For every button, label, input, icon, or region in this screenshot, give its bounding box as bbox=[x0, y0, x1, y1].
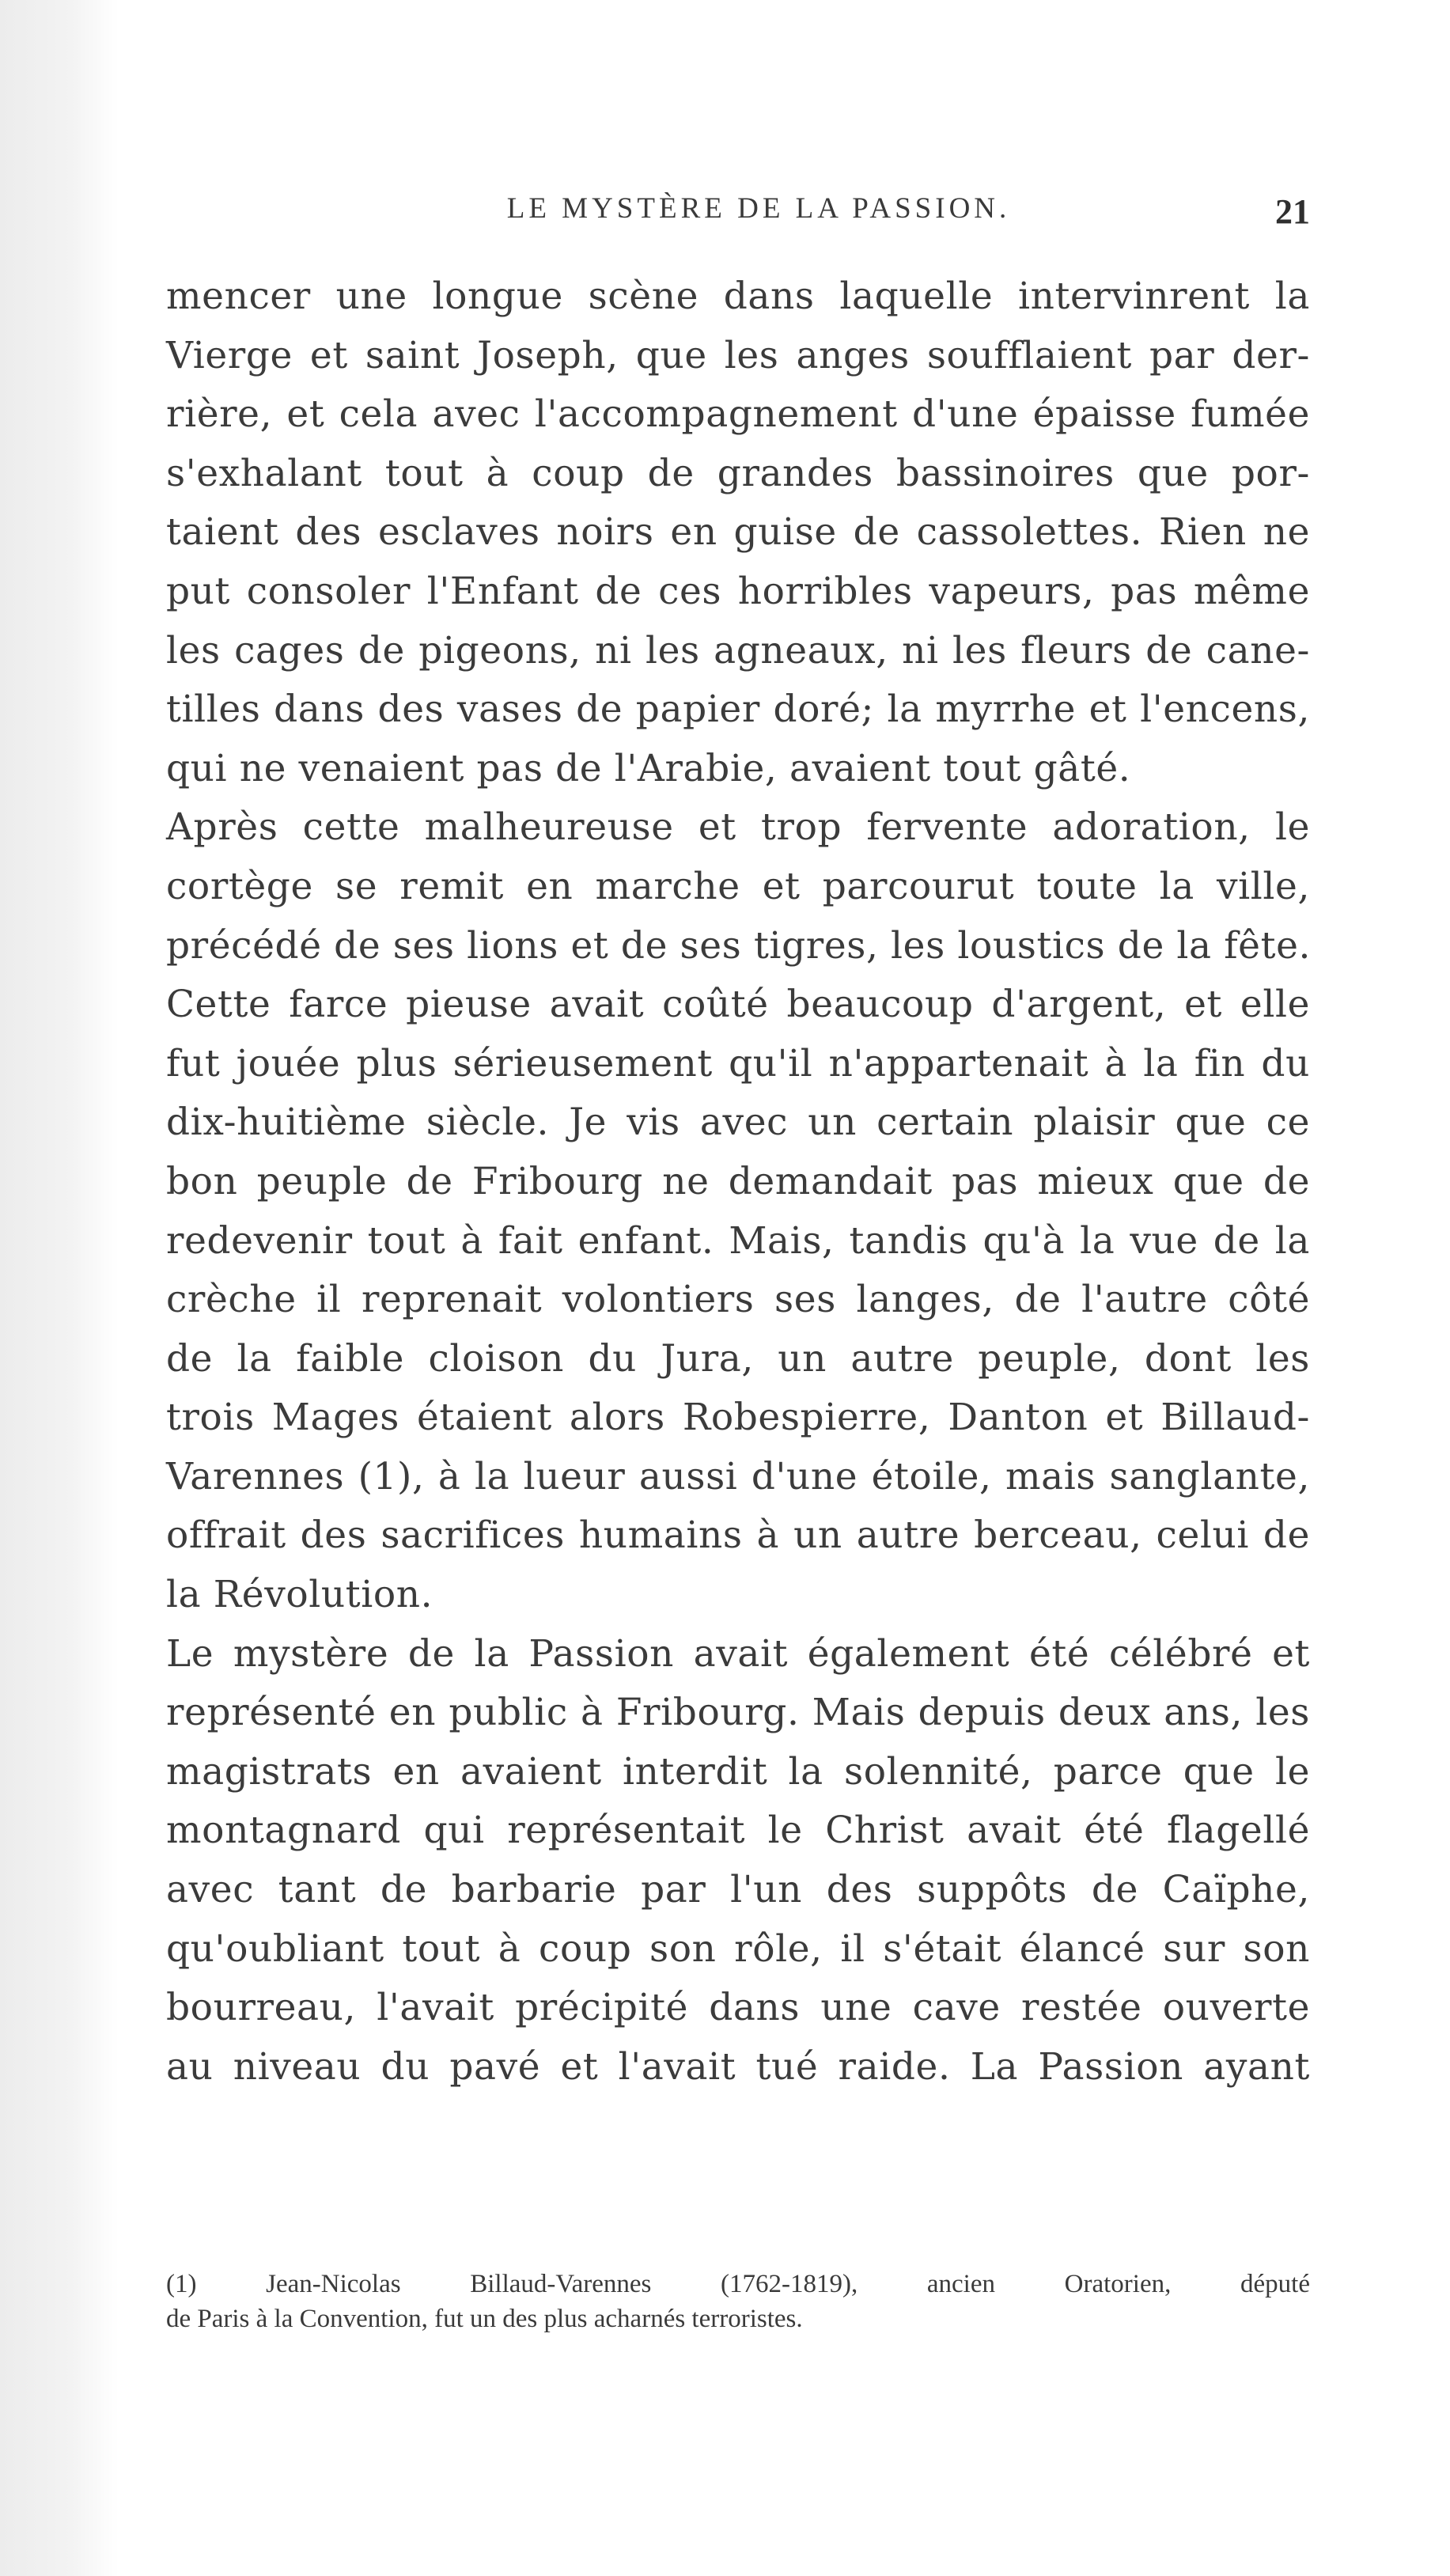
footnote bbox=[166, 2267, 1310, 2336]
text-line: magistrats en avaient interdit la solennité, parce que le bbox=[166, 1749, 1310, 1794]
page-number: 21 bbox=[1275, 192, 1310, 231]
text-line: qu'oubliant tout à coup son rôle, il s'était élancé sur son bbox=[166, 1926, 1310, 1971]
text-line: bourreau, l'avait précipité dans une cave restée ouverte bbox=[166, 1986, 1310, 2030]
text-line: crèche il reprenait volontiers ses langes, de l'autre côté bbox=[166, 1278, 1310, 1322]
text-line: Vierge et saint Joseph, que les anges soufflaient par der- bbox=[166, 333, 1310, 377]
text-line: fut jouée plus sérieusement qu'il n'appartenait à la fin du bbox=[166, 1041, 1310, 1085]
text-line: Cette farce pieuse avait coûté beaucoup d'argent, et elle bbox=[166, 983, 1310, 1027]
text-line: taient des esclaves noirs en guise de cassolettes. Rien ne bbox=[166, 510, 1310, 555]
text-line: au niveau du pavé et l'avait tué raide. La Passion ayant bbox=[166, 2044, 1310, 2089]
footnote-line: de Paris à la Convention, fut un des plus acharnés terroristes. bbox=[166, 2305, 803, 2333]
text-line: Varennes (1), à la lueur aussi d'une étoile, mais sanglante, bbox=[166, 1454, 1310, 1498]
running-head bbox=[207, 191, 1310, 239]
text-line: représenté en public à Fribourg. Mais depuis deux ans, les bbox=[166, 1691, 1310, 1735]
text-line: montagnard qui représentait le Christ avait été flagellé bbox=[166, 1809, 1310, 1853]
text-line: Après cette malheureuse et trop fervente adoration, le bbox=[166, 805, 1310, 850]
text-line: tilles dans des vases de papier doré; la myrrhe et l'encens, bbox=[166, 688, 1310, 732]
text-line: rière, et cela avec l'accompagnement d'une épaisse fumée bbox=[166, 392, 1310, 437]
text-line: la Révolution. bbox=[166, 1573, 433, 1617]
text-line: précédé de ses lions et de ses tigres, les loustics de la fête. bbox=[166, 923, 1312, 968]
running-head-title: LE MYSTÈRE DE LA PASSION. bbox=[506, 192, 1011, 225]
text-line: de la faible cloison du Jura, un autre peuple, dont les bbox=[166, 1336, 1310, 1381]
text-line: s'exhalant tout à coup de grandes bassinoires que por- bbox=[166, 451, 1310, 495]
text-line: les cages de pigeons, ni les agneaux, ni les fleurs de cane- bbox=[166, 628, 1310, 672]
text-line: Le mystère de la Passion avait également été célébré et bbox=[166, 1631, 1310, 1676]
text-line: trois Mages étaient alors Robespierre, Danton et Billaud- bbox=[166, 1396, 1310, 1440]
footnote-line: (1) Jean-Nicolas Billaud-Varennes (1762-1819), ancien Oratorien, député bbox=[166, 2270, 1310, 2298]
text-line: cortège se remit en marche et parcourut toute la ville, bbox=[166, 864, 1310, 908]
text-line: avec tant de barbarie par l'un des suppôts de Caïphe, bbox=[166, 1868, 1310, 1912]
text-line: put consoler l'Enfant de ces horribles vapeurs, pas même bbox=[166, 569, 1310, 613]
text-line: qui ne venaient pas de l'Arabie, avaient tout gâté. bbox=[166, 746, 1131, 790]
text-line: redevenir tout à fait enfant. Mais, tandis qu'à la vue de la bbox=[166, 1218, 1310, 1263]
body-text bbox=[166, 267, 1310, 2097]
text-line: dix-huitième siècle. Je vis avec un certain plaisir que ce bbox=[166, 1100, 1310, 1145]
text-line: mencer une longue scène dans laquelle intervinrent la bbox=[166, 275, 1310, 318]
text-line: offrait des sacrifices humains à un autre berceau, celui de bbox=[166, 1513, 1310, 1558]
text-line: bon peuple de Fribourg ne demandait pas mieux que de bbox=[166, 1159, 1310, 1203]
